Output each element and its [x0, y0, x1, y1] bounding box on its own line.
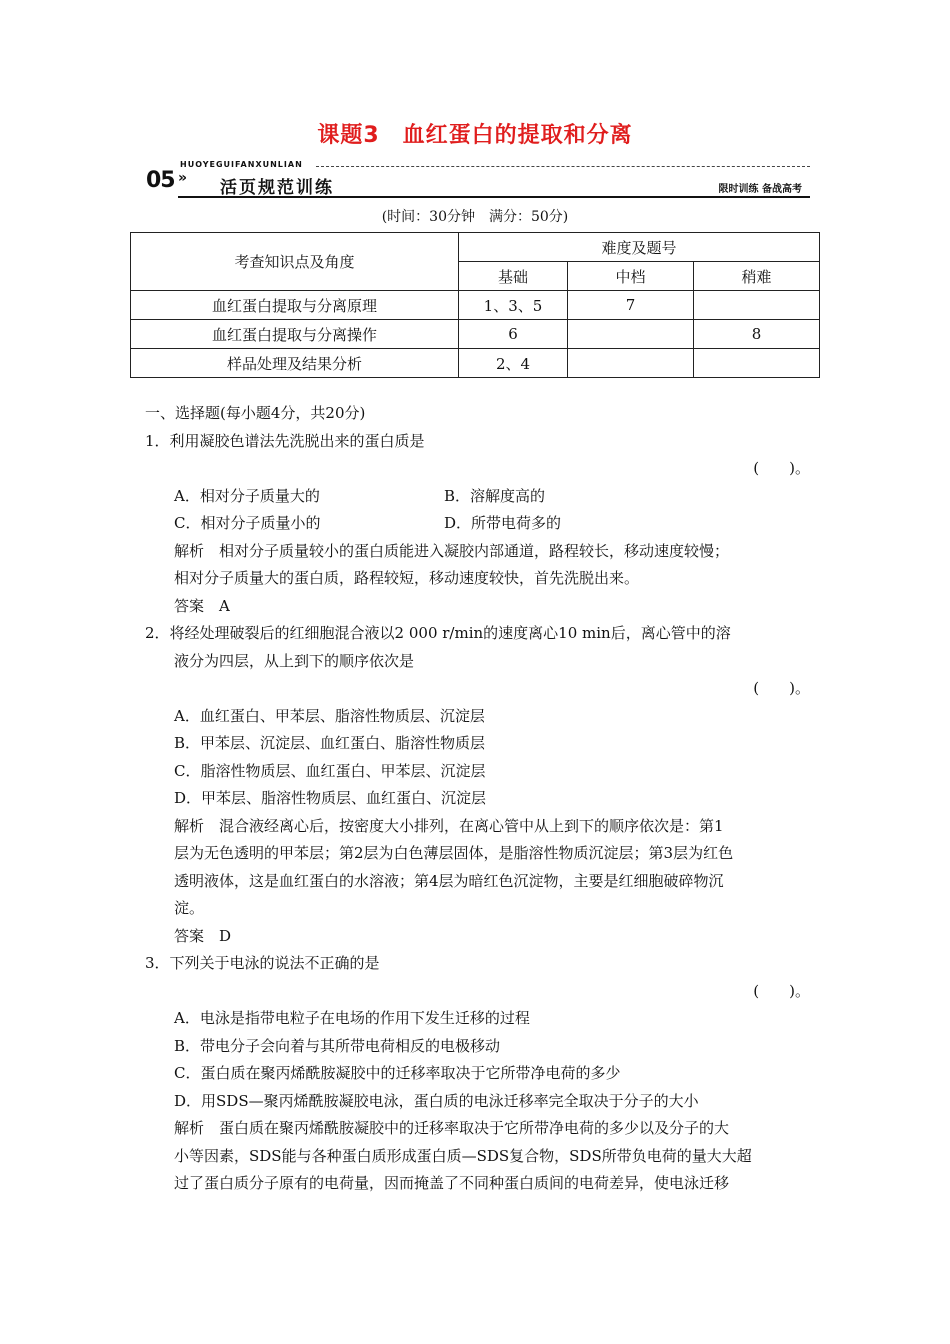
q2-option-c: C．脂溶性物质层、血红蛋白、甲苯层、沉淀层 [174, 761, 486, 780]
table-subheader-medium: 中档 [568, 262, 694, 291]
q2-stem: 2．将经处理破裂后的红细胞混合液以2 000 r/min的速度离心10 min后，离心管中的溶 [145, 624, 731, 642]
q2-option-b: B．甲苯层、沉淀层、血红蛋白、脂溶性物质层 [174, 734, 486, 752]
q2-analysis-line: 解析 混合液经离心后，按密度大小排列，在离心管中从上到下的顺序依次是：第1 [174, 816, 724, 835]
q2-option-d: D．甲苯层、脂溶性物质层、血红蛋白、沉淀层 [174, 789, 487, 807]
q2-analysis-line: 透明液体，这是血红蛋白的水溶液；第4层为暗红色沉淀物，主要是红细胞破碎物沉 [174, 871, 724, 890]
table-cell-medium [568, 320, 694, 349]
table-subheader-basic: 基础 [459, 262, 568, 291]
q1-option-a: A．相对分子质量大的 [174, 486, 320, 505]
q2-answer: 答案 D [174, 926, 232, 945]
table-cell-medium: 7 [568, 291, 694, 320]
section-heading: 一、选择题(每小题4分，共20分) [145, 404, 366, 422]
q1-answer: 答案 A [174, 596, 230, 615]
time-info: (时间：30分钟 满分：50分) [381, 209, 569, 225]
q1-stem: 1．利用凝胶色谱法先洗脱出来的蛋白质是 [145, 431, 425, 450]
table-cell-topic: 样品处理及结果分析 [131, 349, 459, 378]
table-cell-topic: 血红蛋白提取与分离原理 [131, 291, 459, 320]
banner-pinyin: HUOYEGUIFANXUNLIAN [180, 160, 303, 169]
q1-analysis-line: 相对分子质量大的蛋白质，路程较短，移动速度较快，首先洗脱出来。 [174, 569, 640, 587]
table-header-difficulty: 难度及题号 [459, 233, 820, 262]
knowledge-table [130, 232, 820, 378]
q3-option-c: C．蛋白质在聚丙烯酰胺凝胶中的迁移率取决于它所带净电荷的多少 [174, 1064, 621, 1082]
q3-option-d: D．用SDS—聚丙烯酰胺凝胶电泳，蛋白质的电泳迁移率完全取决于分子的大小 [174, 1091, 699, 1110]
q3-answer-blank: ( )。 [753, 981, 810, 1000]
table-row [131, 349, 820, 378]
banner-right-text: 限时训练 备战高考 [718, 184, 802, 195]
question-body [145, 400, 810, 1198]
q3-analysis-line: 小等因素，SDS能与各种蛋白质形成蛋白质—SDS复合物，SDS所带负电荷的量大大超 [174, 1146, 752, 1165]
q3-option-a: A．电泳是指带电粒子在电场的作用下发生迁移的过程 [174, 1009, 530, 1027]
section-banner [146, 160, 810, 200]
q1-option-d: D．所带电荷多的 [444, 514, 562, 532]
q2-option-a: A．血红蛋白、甲苯层、脂溶性物质层、沉淀层 [174, 706, 485, 725]
q3-analysis-line: 解析 蛋白质在聚丙烯酰胺凝胶中的迁移率取决于它所带净电荷的多少以及分子的大 [174, 1119, 730, 1137]
double-chevron-icon: » [178, 170, 188, 186]
table-row [131, 320, 820, 349]
table-cell-basic: 1、3、5 [459, 291, 568, 320]
table-cell-basic: 2、4 [459, 349, 568, 378]
table-header-topic: 考查知识点及角度 [131, 233, 459, 291]
q3-option-b: B．带电分子会向着与其所带电荷相反的电极移动 [174, 1036, 501, 1055]
table-cell-basic: 6 [459, 320, 568, 349]
q3-analysis-line: 过了蛋白质分子原有的电荷量，因而掩盖了不同种蛋白质间的电荷差异，使电泳迁移 [174, 1174, 730, 1192]
table-cell-hard [694, 291, 820, 320]
q1-option-c: C．相对分子质量小的 [174, 514, 321, 532]
q1-option-b: B．溶解度高的 [444, 486, 546, 505]
banner-dashed-rule [316, 166, 810, 167]
table-cell-hard: 8 [694, 320, 820, 349]
table-cell-hard [694, 349, 820, 378]
banner-label: 活页规范训练 [220, 178, 334, 198]
page-title: 课题3 血红蛋白的提取和分离 [317, 123, 633, 148]
q2-stem-cont: 液分为四层，从上到下的顺序依次是 [174, 651, 415, 670]
table-header-row [131, 233, 820, 262]
q1-analysis-line: 解析 相对分子质量较小的蛋白质能进入凝胶内部通道，路程较长，移动速度较慢； [174, 541, 730, 560]
q2-answer-blank: ( )。 [753, 679, 810, 697]
table-subheader-hard: 稍难 [694, 262, 820, 291]
q1-options-row-2 [145, 510, 810, 538]
q2-analysis-line: 淀。 [174, 899, 205, 917]
table-cell-medium [568, 349, 694, 378]
banner-solid-rule [178, 196, 810, 198]
q2-analysis-line: 层为无色透明的甲苯层；第2层为白色薄层固体，是脂溶性物质沉淀层；第3层为红色 [174, 844, 734, 862]
table-row [131, 291, 820, 320]
q1-options-row-1 [145, 483, 810, 511]
q3-stem: 3．下列关于电泳的说法不正确的是 [145, 954, 380, 972]
q1-answer-blank: ( )。 [753, 459, 810, 477]
table-cell-topic: 血红蛋白提取与分离操作 [131, 320, 459, 349]
banner-number: 05 [146, 168, 175, 193]
